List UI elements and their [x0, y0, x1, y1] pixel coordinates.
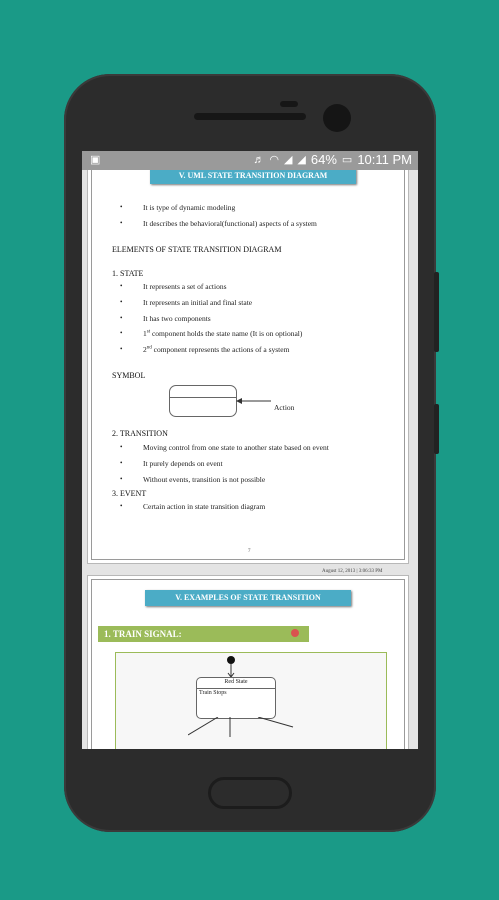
initial-state-dot — [227, 656, 235, 664]
component-1-number: 1 — [143, 329, 147, 338]
component-1-suffix: st — [146, 329, 151, 335]
bullet: • — [120, 345, 123, 353]
red-state-action: Train Stops — [199, 690, 227, 696]
section-icon — [291, 629, 299, 637]
phone-frame — [64, 74, 436, 832]
red-state-divider — [197, 688, 275, 689]
volume-button — [434, 404, 439, 454]
mute-icon: ♬ — [253, 153, 265, 166]
proximity-sensor — [280, 101, 298, 107]
document-page-1 — [87, 163, 409, 564]
transition-bullet-2: It purely depends on event — [143, 459, 223, 468]
bullet: • — [120, 314, 123, 322]
transition-bullet-3: Without events, transition is not possible — [143, 475, 266, 484]
red-state-box — [196, 677, 276, 719]
section-title: 1. TRAIN SIGNAL: — [98, 626, 309, 642]
bullet: • — [120, 502, 123, 510]
battery-icon: ▭ — [341, 154, 353, 166]
state-bullet-2: It represents an initial and final state — [143, 298, 253, 307]
event-bullet-1: Certain action in state transition diagram — [143, 502, 266, 511]
transition-lines — [188, 717, 298, 749]
state-bullet-1: It represents a set of actions — [143, 282, 227, 291]
state-bullet-3: It has two components — [143, 314, 211, 323]
transition-heading: 2. TRANSITION — [112, 429, 168, 438]
bullet: • — [120, 282, 123, 290]
action-label: Action — [274, 403, 295, 412]
bullet: • — [120, 443, 123, 451]
wifi-icon: ◠ — [269, 154, 279, 166]
intro-bullet-1: It is type of dynamic modeling — [143, 203, 236, 212]
symbol-heading: SYMBOL — [112, 371, 146, 380]
signal-icon-2: ◢ — [297, 154, 306, 166]
state-heading: 1. STATE — [112, 269, 144, 278]
component-1-line — [143, 329, 302, 338]
component-2-line — [143, 345, 289, 354]
front-camera — [323, 104, 351, 132]
status-icons — [253, 152, 412, 167]
bullet: • — [120, 475, 123, 483]
intro-bullet-2: It describes the behavioral(functional) aspects of a system — [143, 219, 317, 228]
initial-arrow — [226, 664, 236, 678]
red-state-name: Red State — [224, 679, 248, 685]
status-bar — [82, 151, 418, 170]
state-symbol-divider — [170, 397, 236, 398]
event-heading: 3. EVENT — [112, 489, 147, 498]
power-button — [434, 272, 439, 352]
bullet: • — [120, 219, 123, 227]
document-page-2 — [87, 575, 409, 749]
bullet: • — [120, 329, 123, 337]
component-2-text: component represents the actions of a system — [153, 345, 290, 354]
clock: 10:11 PM — [357, 152, 412, 167]
screen[interactable] — [82, 151, 418, 749]
component-1-text: component holds the state name (It is on optional) — [151, 329, 303, 338]
action-arrow — [235, 395, 275, 407]
signal-icon-1: ◢ — [283, 154, 293, 166]
battery-percent: 64% — [310, 152, 337, 167]
page1-banner: V. UML STATE TRANSITION DIAGRAM — [150, 168, 356, 184]
elements-heading: ELEMENTS OF STATE TRANSITION DIAGRAM — [112, 245, 282, 254]
bullet: • — [120, 459, 123, 467]
home-button[interactable] — [208, 777, 292, 809]
page2-banner: V. EXAMPLES OF STATE TRANSITION — [145, 590, 351, 606]
transition-bullet-1: Moving control from one state to another state based on event — [143, 443, 329, 452]
notification-icon: ▣ — [90, 154, 101, 166]
page-number: 7 — [248, 549, 251, 554]
component-2-number: 2 — [143, 345, 147, 354]
component-2-suffix: nd — [146, 345, 152, 351]
earpiece-speaker — [194, 113, 306, 120]
bullet: • — [120, 298, 123, 306]
state-symbol — [169, 385, 237, 417]
bullet: • — [120, 203, 123, 211]
page-header-date: August 12, 2013 | 3:06:33 PM — [322, 569, 383, 574]
